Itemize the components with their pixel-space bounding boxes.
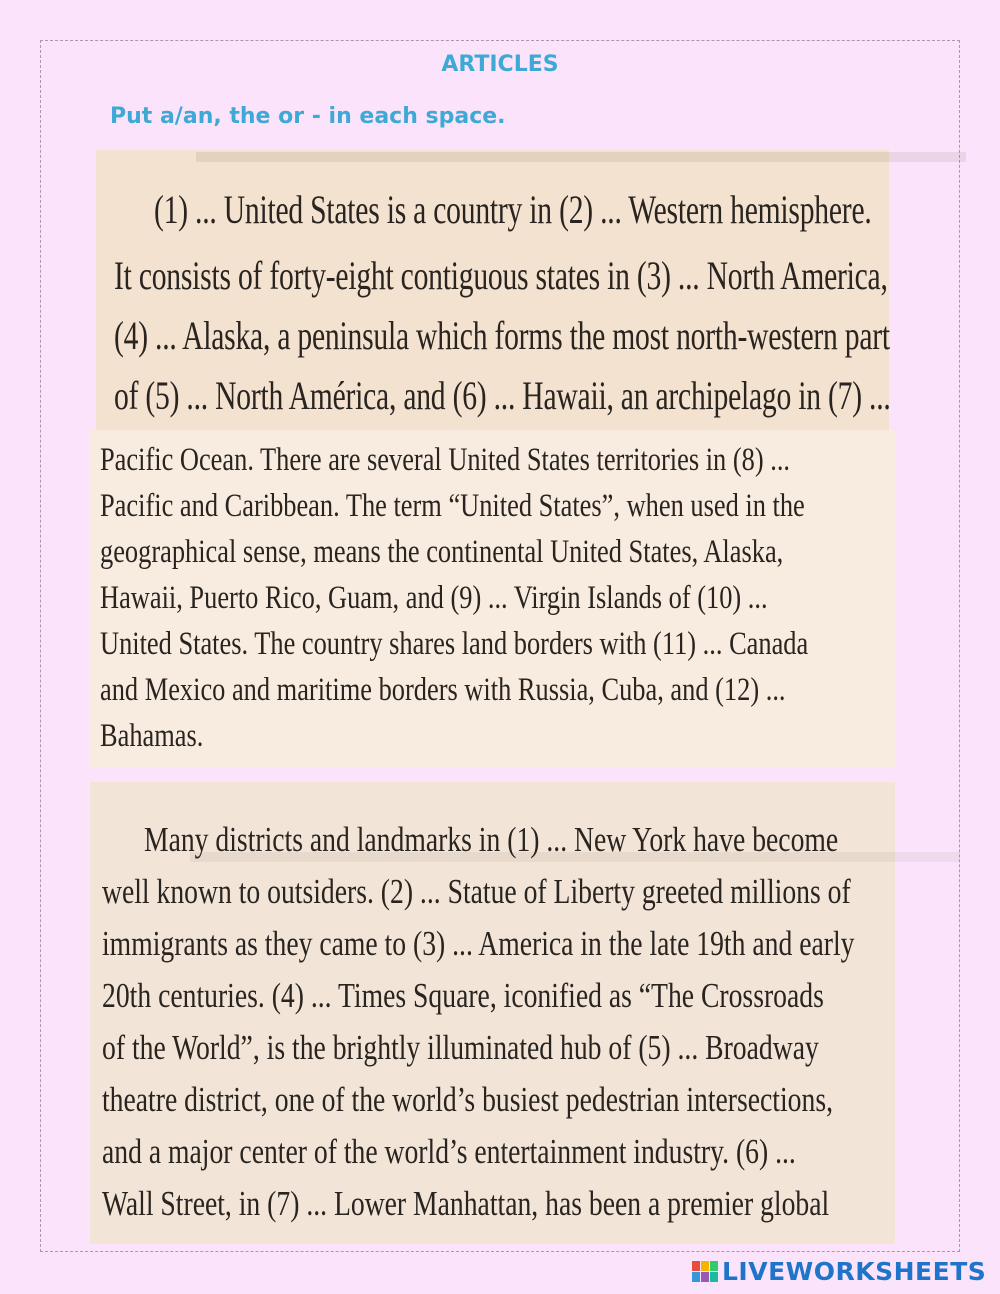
- passage-line: geographical sense, means the continental United States, Alaska,: [100, 534, 784, 570]
- passage-line: It consists of forty-eight contiguous states in (3) ... North America,: [114, 253, 888, 298]
- passage-line: (4) ... Alaska, a peninsula which forms the most north-western part: [114, 313, 890, 358]
- passage-line: Pacific and Caribbean. The term “United States”, when used in the: [100, 488, 805, 524]
- passage-line: Wall Street, in (7) ... Lower Manhattan, has been a premier global: [102, 1184, 830, 1223]
- passage-line: of (5) ... North América, and (6) ... Hawaii, an archipelago in (7) ...: [114, 373, 891, 418]
- passage-line: Many districts and landmarks in (1) ... New York have become: [144, 820, 839, 859]
- passage-line: of the World”, is the brightly illuminated hub of (5) ... Broadway: [102, 1028, 819, 1067]
- passage-line: well known to outsiders. (2) ... Statue of Liberty greeted millions of: [102, 872, 851, 911]
- liveworksheets-logo[interactable]: [692, 1256, 986, 1286]
- bleed-through-line: [196, 152, 966, 162]
- passage-line: Pacific Ocean. There are several United States territories in (8) ...: [100, 442, 791, 478]
- passage-line: immigrants as they came to (3) ... America in the late 19th and early: [102, 924, 855, 963]
- logo-blocks-icon: [692, 1261, 718, 1282]
- passage-image-1: [96, 150, 889, 430]
- passage-line: 20th centuries. (4) ... Times Square, iconified as “The Crossroads: [102, 976, 824, 1015]
- passage-line: Hawaii, Puerto Rico, Guam, and (9) ... Virgin Islands of (10) ...: [100, 580, 768, 616]
- logo-text: LIVEWORKSHEETS: [722, 1256, 987, 1286]
- instruction-text: Put a/an, the or - in each space.: [110, 104, 506, 129]
- passage-line: United States. The country shares land borders with (11) ... Canada: [100, 626, 809, 662]
- passage-image-2: [90, 430, 895, 768]
- passage-image-3: [90, 782, 895, 1244]
- passage-line: and Mexico and maritime borders with Russia, Cuba, and (12) ...: [100, 672, 786, 708]
- worksheet-title: ARTICLES: [441, 52, 559, 77]
- passage-line: Bahamas.: [100, 718, 204, 754]
- passage-line: and a major center of the world’s entertainment industry. (6) ...: [102, 1132, 796, 1171]
- passage-line: (1) ... United States is a country in (2) ... Western hemisphere.: [154, 187, 872, 232]
- passage-line: theatre district, one of the world’s busiest pedestrian intersections,: [102, 1080, 833, 1119]
